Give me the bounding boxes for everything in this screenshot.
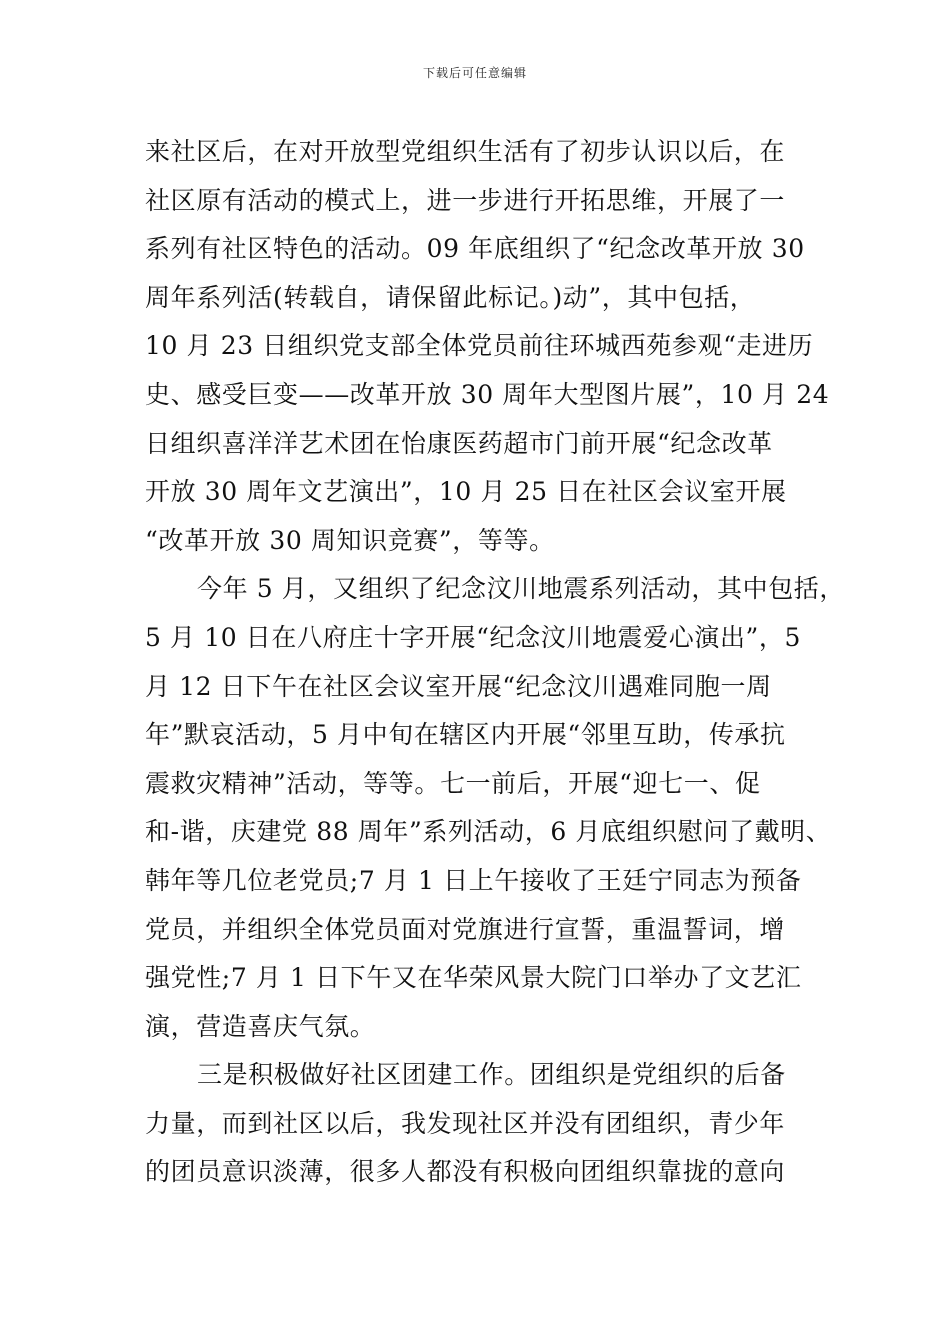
text-line: 演，营造喜庆气氛。 <box>145 1011 376 1041</box>
text-line: 来社区后，在对开放型党组织生活有了初步认识以后，在 <box>145 137 786 166</box>
text-line: 系列有社区特色的活动。09 年底组织了“纪念改革开放 30 <box>145 234 805 264</box>
text-line: 的团员意识淡薄，很多人都没有积极向团组织靠拢的意向 <box>145 1157 786 1187</box>
page-header: 下载后可任意编辑 <box>422 66 527 80</box>
body-text <box>145 128 846 1197</box>
text-line: 党员，并组织全体党员面对党旗进行宣誓，重温誓词，增 <box>145 914 786 944</box>
text-line: 月 12 日下午在社区会议室开展“纪念汶川遇难同胞一周 <box>145 671 772 701</box>
text-line: 年”默哀活动，5 月中旬在辖区内开展“邻里互助，传承抗 <box>145 720 786 750</box>
text-line: 力量，而到社区以后，我发现社区并没有团组织，青少年 <box>145 1108 786 1138</box>
paragraph-start-line: 今年 5 月，又组织了纪念汶川地震系列活动，其中包括， <box>197 574 846 604</box>
text-line: 韩年等几位老党员;7 月 1 日上午接收了王廷宁同志为预备 <box>145 865 802 895</box>
text-line: 强党性;7 月 1 日下午又在华荣风景大院门口举办了文艺汇 <box>145 963 802 993</box>
text-line: 社区原有活动的模式上，进一步进行开拓思维，开展了一 <box>145 185 786 215</box>
text-line: 和-谐，庆建党 88 周年”系列活动，6 月底组织慰问了戴明、 <box>145 817 832 847</box>
text-line: 10 月 23 日组织党支部全体党员前往环城西苑参观“走进历 <box>145 331 814 361</box>
text-line: “改革开放 30 周知识竞赛”，等等。 <box>145 525 555 555</box>
text-line: 震救灾精神”活动，等等。七一前后，开展“迎七一、促 <box>145 768 761 798</box>
text-line: 史、感受巨变——改革开放 30 周年大型图片展”，10 月 24 <box>145 379 830 409</box>
text-line: 周年系列活(转载自，请保留此标记。)动”，其中包括， <box>145 282 756 312</box>
text-line: 开放 30 周年文艺演出”，10 月 25 日在社区会议室开展 <box>145 477 787 507</box>
text-line: 5 月 10 日在八府庄十字开展“纪念汶川地震爱心演出”，5 <box>145 622 802 652</box>
paragraph-start-line: 三是积极做好社区团建工作。团组织是党组织的后备 <box>197 1060 786 1090</box>
text-line: 日组织喜洋洋艺术团在怡康医药超市门前开展“纪念改革 <box>145 428 773 458</box>
